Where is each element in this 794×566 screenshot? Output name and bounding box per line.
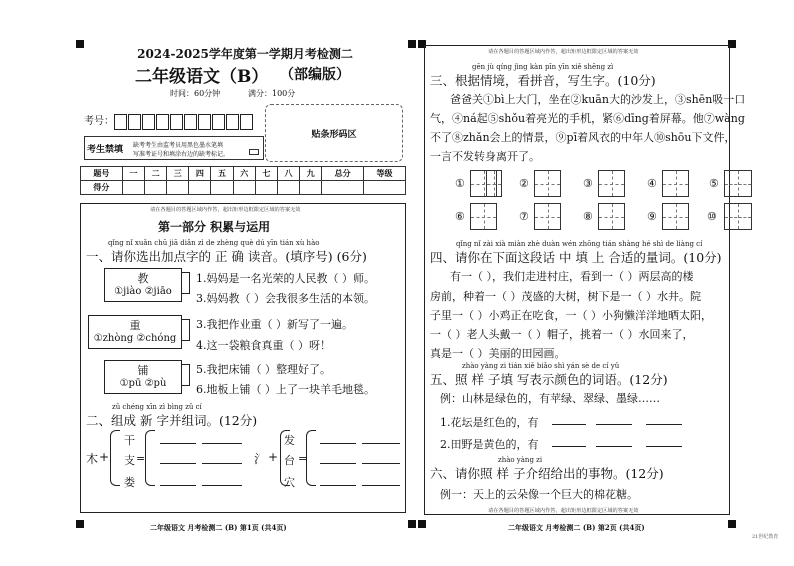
exam-number-box[interactable] xyxy=(226,114,239,130)
answer-blank[interactable] xyxy=(362,463,400,464)
answer-blank[interactable] xyxy=(320,463,356,464)
equals-sign: = xyxy=(298,452,308,465)
q2-part: 台 xyxy=(284,454,295,467)
subject-title: 二年级语文（B） xyxy=(135,67,269,87)
watermark-logo: 21世纪教育 xyxy=(752,534,779,540)
edition-label: （部编版） xyxy=(280,67,350,83)
q5-item: 2.田野是黄色的，有 xyxy=(440,438,539,451)
frame-warning: 请在各题目的答题区域内作答，超出矩形边框限定区域的答案无效 xyxy=(150,207,301,213)
answer-blank[interactable] xyxy=(160,443,196,444)
poly-readings: ①zhòng ②chóng xyxy=(93,333,177,344)
q2-part: 娄 xyxy=(124,476,135,489)
score-cell[interactable] xyxy=(322,181,364,195)
answer-blank[interactable] xyxy=(202,443,242,444)
plus-sign: + xyxy=(99,450,110,464)
answer-blank[interactable] xyxy=(646,446,682,447)
grid-number: ② xyxy=(519,177,529,190)
score-header-cell: 九 xyxy=(300,167,322,181)
writing-cell[interactable] xyxy=(534,203,561,230)
corner-marker xyxy=(408,520,416,528)
q4-line: 有一（ ），我们走进村庄，看到一（ ）两层高的楼 xyxy=(450,270,694,283)
q6-title: 六、请你照 样 子介绍给出的事物。(12分) xyxy=(430,466,664,481)
q2-part: 干 xyxy=(124,434,135,447)
score-header-cell: 总分 xyxy=(322,167,364,181)
forbidden-text-2: 写准考证号和填涂右边的缺考标记。 xyxy=(133,151,230,158)
score-row-label: 得分 xyxy=(81,181,123,195)
writing-cell[interactable] xyxy=(598,203,625,230)
q2-right-radical: 氵 xyxy=(254,452,267,466)
writing-cell[interactable] xyxy=(724,203,752,230)
writing-cell[interactable] xyxy=(662,203,689,230)
q4-line: 房前，种着一（ ）茂盛的大树，树下是一（ ）水井。院 xyxy=(430,290,701,303)
q5-example: 例：山林是绿色的，有苹绿、翠绿、墨绿…… xyxy=(440,392,660,405)
score-header-cell: 六 xyxy=(233,167,255,181)
q1-sentence-3: 3.我把作业重（ ）新写了一遍。 xyxy=(196,318,353,331)
brace xyxy=(306,430,316,486)
writing-cell[interactable] xyxy=(598,170,625,197)
score-header-cell: 七 xyxy=(255,167,277,181)
answer-blank[interactable] xyxy=(552,424,586,425)
poly-readings: ①jiào ②jiāo xyxy=(114,286,172,297)
brace xyxy=(110,430,120,486)
poly-box-zhong xyxy=(88,315,182,349)
q5-pinyin: zhào yàng zi tián xiě biǎo shì yán sè de cí yǔ xyxy=(462,362,620,370)
poly-box-pu xyxy=(104,360,182,394)
bracket xyxy=(182,319,190,341)
answer-blank[interactable] xyxy=(320,443,356,444)
answer-blank[interactable] xyxy=(202,463,242,464)
frame-warning-bottom: 请在各题目的答题区域内作答，超出矩形边框限定区域的答案无效 xyxy=(488,508,639,514)
score-cell[interactable] xyxy=(233,181,255,195)
grid-number: ④ xyxy=(647,177,657,190)
q2-part: 支 xyxy=(124,454,135,467)
q4-line: 真是一（ ）美丽的田园画。 xyxy=(430,347,566,360)
q3-line: 不了⑧zhǎn会上的情景，⑨pī着风衣的中年人⑩shōu下文件， xyxy=(430,131,736,144)
bracket xyxy=(182,272,190,294)
poly-readings: ①pū ②pù xyxy=(119,378,167,389)
answer-blank[interactable] xyxy=(362,443,400,444)
q6-pinyin: zhào yàng zi xyxy=(498,456,543,464)
grid-number: ⑩ xyxy=(707,210,717,223)
q3-title: 三、根据情境，看拼音，写生字。(10分) xyxy=(430,73,656,88)
exam-title: 2024-2025学年度第一学期月考检测二 xyxy=(137,47,353,61)
answer-blank[interactable] xyxy=(160,485,196,486)
time-label: 时间：60分钟 xyxy=(170,89,221,98)
page-footer-right: 二年级语文 月考检测二 (B) 第2页 (共4页) xyxy=(508,523,645,532)
answer-blank[interactable] xyxy=(320,485,356,486)
answer-blank[interactable] xyxy=(646,424,682,425)
corner-marker xyxy=(728,520,736,528)
answer-blank[interactable] xyxy=(552,446,586,447)
grid-number: ⑥ xyxy=(455,210,465,223)
exam-number-box[interactable] xyxy=(170,114,183,130)
poly-char: 教 xyxy=(137,272,149,285)
score-cell[interactable] xyxy=(145,181,167,195)
corner-marker xyxy=(76,520,84,528)
q2-left-radical: 木 xyxy=(86,452,99,466)
exam-number-box[interactable] xyxy=(156,114,169,130)
poly-char: 重 xyxy=(129,319,141,332)
writing-cell[interactable] xyxy=(724,170,752,197)
score-table-header-row xyxy=(81,167,406,181)
exam-number-label: 考号： xyxy=(84,116,114,127)
score-header-cell: 等级 xyxy=(364,167,406,181)
q3-line: 气，④ná起⑤shǒu着亮光的手机，紧⑥dīng着屏幕。他⑦wàng xyxy=(430,112,745,125)
grid-number: ① xyxy=(455,177,465,190)
forbidden-box xyxy=(84,136,264,160)
exam-number-box[interactable] xyxy=(198,114,211,130)
absent-mark-checkbox[interactable] xyxy=(249,149,259,155)
barcode-label: 贴条形码区 xyxy=(311,130,357,140)
score-cell[interactable] xyxy=(122,181,144,195)
score-table xyxy=(80,166,406,195)
exam-number-box[interactable] xyxy=(128,114,141,130)
writing-cell[interactable] xyxy=(470,203,497,230)
forbidden-text-1: 缺考考生由监考员用黑色墨水笔填 xyxy=(133,142,224,149)
q4-pinyin: qǐng nǐ zài xià miàn zhè duàn wén zhōng tián shàng hé shì de liàng cí xyxy=(456,240,703,248)
grid-number: ⑤ xyxy=(709,177,719,190)
exam-number-box[interactable] xyxy=(240,114,253,130)
grid-number: ⑧ xyxy=(583,210,593,223)
poly-char: 铺 xyxy=(137,364,149,377)
score-header-cell: 题号 xyxy=(81,167,123,181)
score-label: 满分：100分 xyxy=(248,89,296,98)
score-header-cell: 四 xyxy=(189,167,211,181)
q4-line: 一（ ）老人头戴一（ ）帽子，挑着一（ ）水回来了， xyxy=(430,328,694,341)
score-cell[interactable] xyxy=(189,181,211,195)
q1-sentence-2: 3.妈妈教（ ）会我很多生活的本领。 xyxy=(196,292,375,305)
frame-warning-top: 请在各题目的答题区域内作答，超出矩形边框限定区域的答案无效 xyxy=(488,49,639,55)
writing-cell[interactable] xyxy=(534,170,561,197)
forbidden-label: 考生禁填 xyxy=(87,145,124,155)
score-header-cell: 二 xyxy=(145,167,167,181)
q6-example: 例一：天上的云朵像一个巨大的棉花糖。 xyxy=(440,488,638,501)
writing-cell[interactable] xyxy=(486,170,502,197)
answer-blank[interactable] xyxy=(362,485,400,486)
answer-blank[interactable] xyxy=(596,424,632,425)
q5-item: 1.花坛是红色的，有 xyxy=(440,416,539,429)
grid-number: ③ xyxy=(583,177,593,190)
score-header-cell: 八 xyxy=(277,167,299,181)
q1-pinyin: qǐng nǐ xuǎn chū jiā diǎn zì de zhèng què dú yīn tián xù hào xyxy=(108,239,320,247)
answer-blank[interactable] xyxy=(596,446,632,447)
q2-part: 穴 xyxy=(284,476,295,489)
score-cell[interactable] xyxy=(300,181,322,195)
exam-number-box[interactable] xyxy=(142,114,155,130)
score-cell[interactable] xyxy=(167,181,189,195)
q4-title: 四、请你在下面这段话 中 填 上 合适的量词。(10分) xyxy=(430,250,722,265)
q1-sentence-6: 6.地板上铺（ ）上了一块羊毛地毯。 xyxy=(196,383,375,396)
q1-sentence-1: 1.妈妈是一名光荣的人民教（ ）师。 xyxy=(196,272,375,285)
barcode-area xyxy=(265,104,403,162)
grid-number: ⑨ xyxy=(647,210,657,223)
brace xyxy=(145,430,155,486)
page-footer-left: 二年级语文 月考检测二 (B) 第1页 (共4页) xyxy=(150,523,287,532)
plus-sign: + xyxy=(268,450,279,464)
writing-cell[interactable] xyxy=(662,170,689,197)
q2-pinyin: zǔ chéng xīn zì bìng zǔ cí xyxy=(112,403,202,411)
exam-number-box[interactable] xyxy=(114,114,127,130)
exam-number-box[interactable] xyxy=(212,114,225,130)
score-cell[interactable] xyxy=(255,181,277,195)
q3-pinyin: gēn jù qíng jìng kàn pīn yīn xiě shēng zì xyxy=(472,63,614,71)
q4-line: 子里一（ ）小鸡正在吃食，一（ ）小狗懒洋洋地晒太阳， xyxy=(430,309,712,322)
q5-title: 五、照 样 子填 写表示颜色的词语。(12分) xyxy=(430,372,668,387)
q1-sentence-4: 4.这一袋粮食真重（ ）呀！ xyxy=(196,339,331,352)
q2-title: 二、组成 新 字并组词。(12分) xyxy=(86,413,258,428)
score-header-cell: 一 xyxy=(122,167,144,181)
answer-blank[interactable] xyxy=(202,485,242,486)
score-table-row xyxy=(81,181,406,195)
score-cell[interactable] xyxy=(364,181,406,195)
exam-number-row xyxy=(84,112,254,130)
answer-blank[interactable] xyxy=(160,463,196,464)
score-cell[interactable] xyxy=(277,181,299,195)
bracket xyxy=(182,364,190,386)
q3-line: 一言不发转身离开了。 xyxy=(430,150,540,163)
q1-sentence-5: 5.我把床铺（ ）整理好了。 xyxy=(196,363,331,376)
score-cell[interactable] xyxy=(211,181,233,195)
score-header-cell: 三 xyxy=(167,167,189,181)
exam-number-box[interactable] xyxy=(184,114,197,130)
part1-title: 第一部分 积累与运用 xyxy=(158,220,271,234)
score-header-cell: 五 xyxy=(211,167,233,181)
q3-line: 爸爸关①bì上大门，坐在②kuān大的沙发上，③shēn吸一口 xyxy=(450,93,746,106)
corner-marker xyxy=(418,520,426,528)
grid-number: ⑦ xyxy=(519,210,529,223)
q2-part: 发 xyxy=(284,434,295,447)
q1-title: 一、请你选出加点字的 正 确 读音。(填序号) (6分) xyxy=(86,249,367,264)
poly-box-jiao xyxy=(104,268,182,302)
equals-sign: = xyxy=(136,452,146,465)
